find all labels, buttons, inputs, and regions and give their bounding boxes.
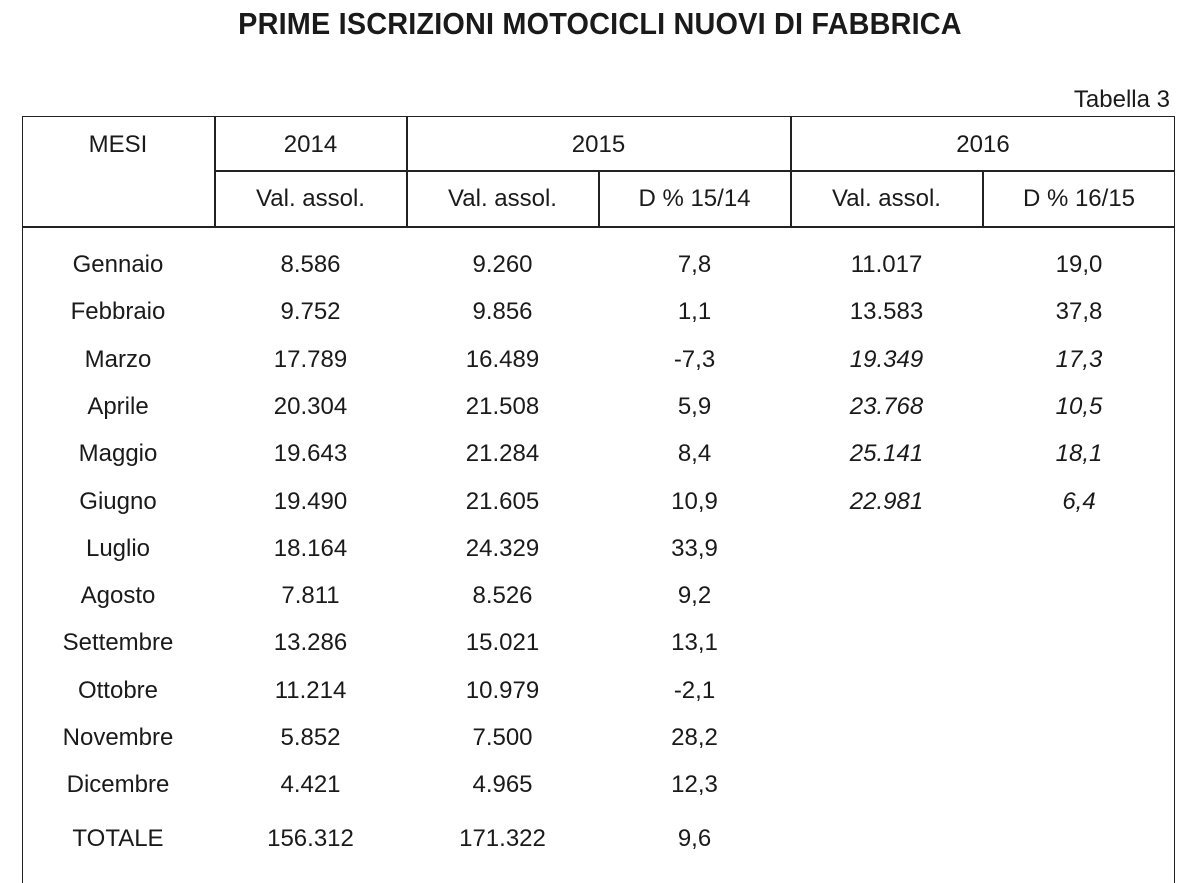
value-2015: 16.489 — [465, 345, 540, 373]
delta-15-14: -7,3 — [673, 345, 716, 373]
header-divider-year — [215, 170, 1175, 172]
header-val-assol-2014: Val. assol. — [256, 185, 365, 212]
value-2015: 15.021 — [465, 629, 540, 657]
value-2014: 11.214 — [274, 676, 347, 704]
month-label: Ottobre — [77, 676, 159, 704]
value-2015: 4.965 — [472, 771, 533, 799]
delta-15-14: 7,8 — [677, 251, 712, 278]
month-label: Maggio — [78, 440, 158, 468]
month-label: Aprile — [87, 392, 149, 420]
header-year-2016: 2016 — [956, 131, 1010, 158]
value-2016: 22.981 — [849, 487, 924, 515]
month-label: Gennaio — [72, 251, 164, 278]
value-2015: 10.979 — [465, 676, 540, 704]
value-2015: 21.605 — [465, 487, 540, 515]
value-2014: 9.752 — [280, 298, 341, 326]
month-label: Luglio — [85, 534, 151, 562]
value-2014: 20.304 — [273, 392, 348, 420]
delta-15-14: 13,1 — [671, 629, 718, 657]
month-label: Giugno — [79, 487, 157, 515]
value-2014: 19.490 — [273, 487, 348, 515]
delta-15-14: 33,9 — [671, 534, 718, 562]
value-2016: 25.141 — [849, 440, 924, 468]
delta-15-14: 5,9 — [677, 392, 712, 420]
value-2016: 13.583 — [849, 298, 924, 326]
header-val-assol-2015: Val. assol. — [448, 185, 557, 212]
totale-2014: 156.312 — [267, 825, 354, 852]
delta-15-14: 8,4 — [677, 440, 712, 468]
month-label: Dicembre — [66, 771, 170, 799]
value-2014: 17.789 — [273, 345, 348, 373]
value-2014: 19.643 — [273, 440, 348, 468]
month-label: Novembre — [62, 724, 174, 751]
value-2016: 23.768 — [849, 392, 924, 420]
value-2014: 4.421 — [280, 771, 341, 799]
value-2014: 7.811 — [281, 582, 340, 610]
delta-15-14: -2,1 — [673, 676, 716, 704]
delta-15-14: 12,3 — [671, 771, 718, 799]
header-year-2015: 2015 — [571, 131, 626, 158]
value-2014: 8.586 — [280, 251, 341, 278]
month-label: Marzo — [84, 345, 152, 373]
value-2014: 5.852 — [280, 724, 341, 751]
value-2015: 9.856 — [472, 298, 533, 326]
delta-15-14: 28,2 — [671, 724, 718, 751]
totale-delta-15-14: 9,6 — [677, 825, 712, 852]
delta-15-14: 9,2 — [677, 582, 712, 610]
totale-label: TOTALE — [72, 825, 164, 852]
value-2015: 24.329 — [465, 534, 540, 562]
header-mesi: MESI — [88, 131, 148, 158]
month-label: Settembre — [62, 629, 174, 657]
delta-15-14: 10,9 — [671, 487, 718, 515]
delta-16-15: 37,8 — [1055, 298, 1103, 326]
month-label: Febbraio — [70, 298, 166, 326]
delta-15-14: 1,1 — [677, 298, 712, 326]
totale-2015: 171.322 — [459, 825, 546, 852]
delta-16-15: 17,3 — [1055, 345, 1103, 373]
value-2015: 8.526 — [472, 582, 533, 610]
delta-16-15: 10,5 — [1055, 392, 1103, 420]
header-delta-15-14: D % 15/14 — [638, 185, 751, 212]
header-delta-16-15: D % 16/15 — [1022, 185, 1136, 212]
value-2016: 19.349 — [849, 345, 924, 373]
delta-16-15: 18,1 — [1055, 440, 1103, 468]
value-2015: 21.284 — [465, 440, 540, 468]
page-title: PRIME ISCRIZIONI MOTOCICLI NUOVI DI FABBRICA — [238, 6, 962, 41]
table-label: Tabella 3 — [1073, 86, 1170, 113]
value-2015: 9.260 — [472, 251, 533, 278]
header-val-assol-2016: Val. assol. — [832, 185, 941, 212]
month-label: Agosto — [80, 582, 156, 610]
header-year-2014: 2014 — [283, 131, 338, 158]
delta-16-15: 6,4 — [1062, 487, 1096, 515]
value-2014: 13.286 — [273, 629, 348, 657]
value-2016: 11.017 — [850, 251, 923, 278]
delta-16-15: 19,0 — [1055, 251, 1103, 278]
value-2014: 18.164 — [273, 534, 348, 562]
value-2015: 7.500 — [472, 724, 533, 751]
value-2015: 21.508 — [465, 392, 540, 420]
